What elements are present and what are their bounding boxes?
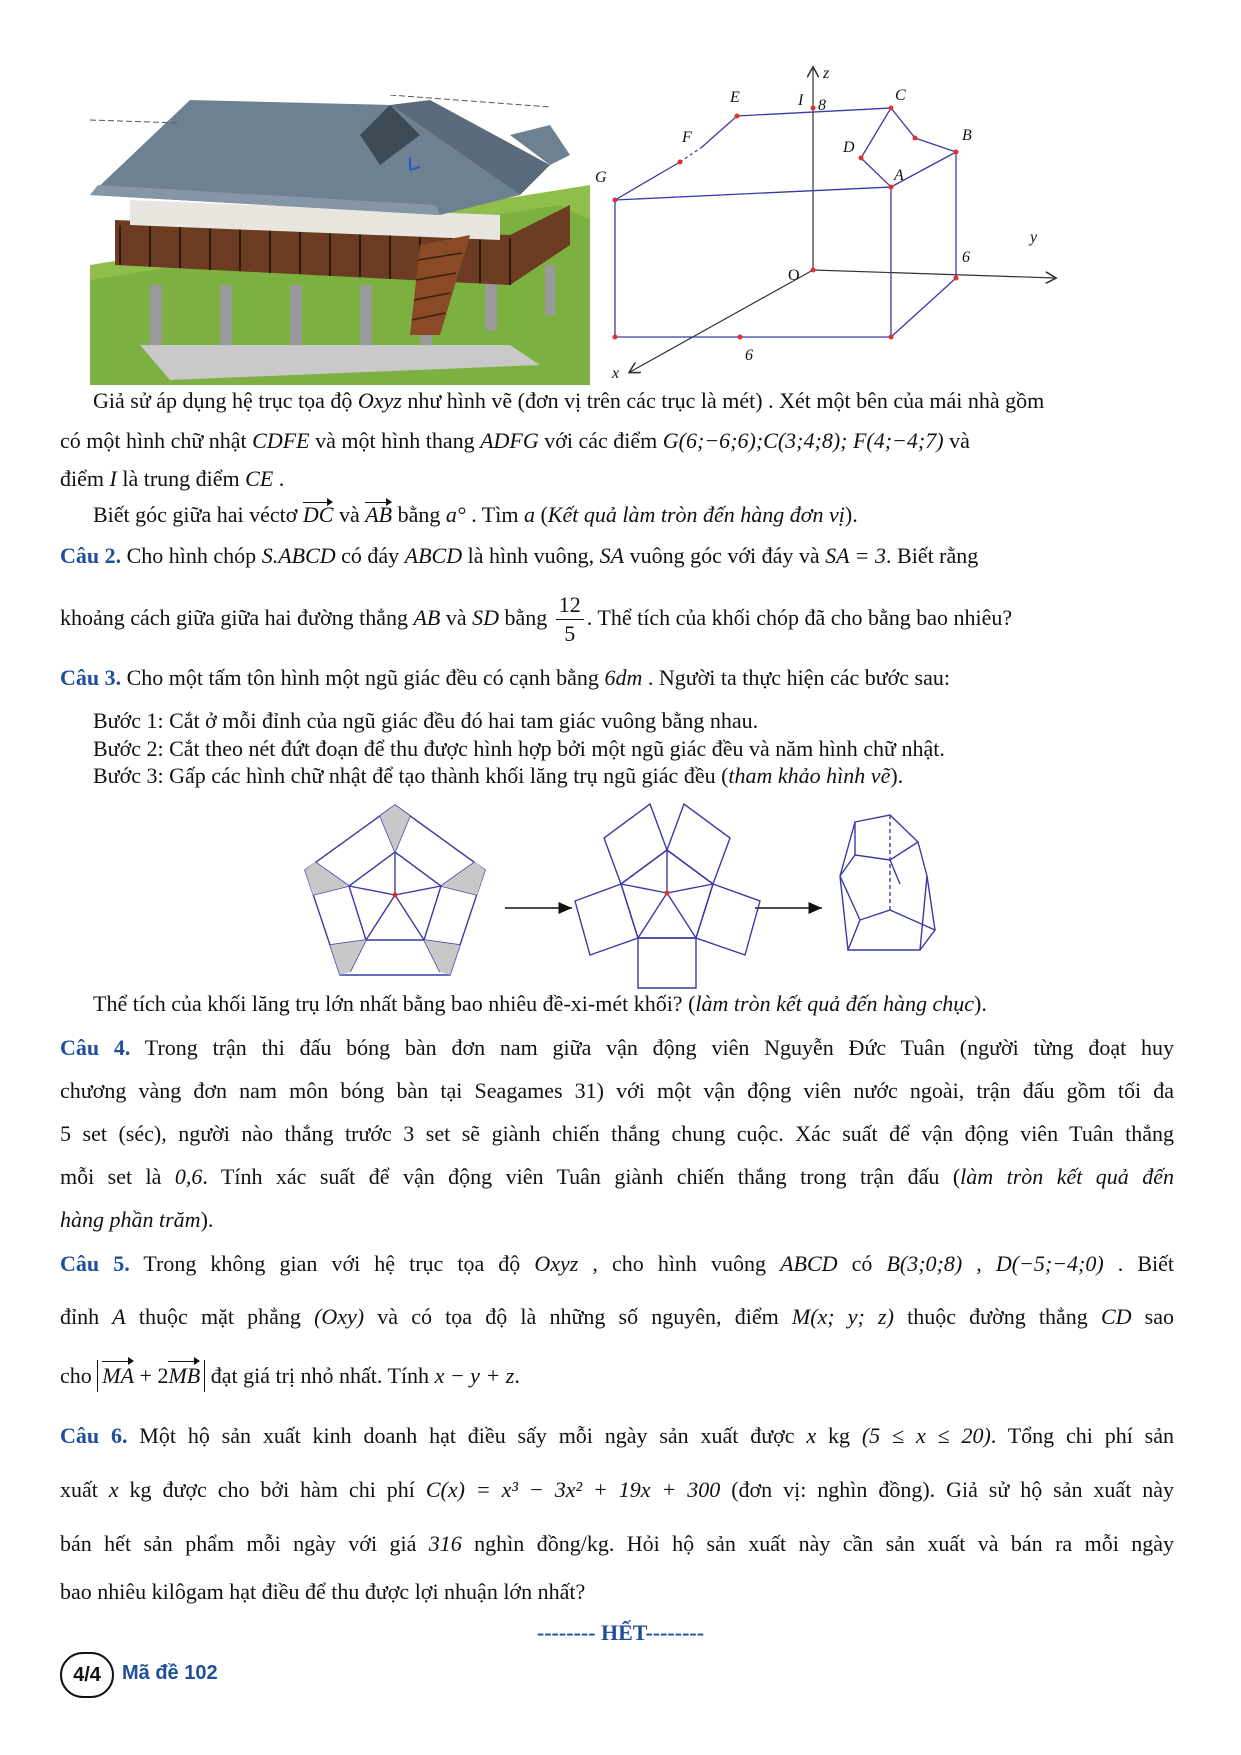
point-label-E: E [730, 89, 740, 106]
q4-line-5: hàng phần trăm). [60, 1207, 214, 1232]
point-label-B: B [962, 127, 972, 144]
q2-line-2: khoảng cách giữa giữa hai đường thẳng AB và SD bằng $\frac{12}{5}$ . Thể tích của khối chóp đã cho bằng bao nhiêu? [60, 592, 1013, 647]
q2-line-1: Câu 2. Cho hình chóp S.ABCD có đáy ABCD là hình vuông, SA vuông góc với đáy và SA = 3. Biết rằng [60, 543, 979, 568]
question-label: Câu 5. [60, 1251, 130, 1276]
q3-after-line: Thể tích của khối lăng trụ lớn nhất bằng bao nhiêu đề-xi-mét khối? (làm tròn kết quả đến hàng chục). [93, 991, 987, 1016]
q3-step-3: Bước 3: Gấp các hình chữ nhật để tạo thành khối lăng trụ ngũ giác đều (tham khảo hình vẽ). [93, 763, 904, 788]
q1-line-4: Biết góc giữa hai véctơ DC và AB bằng a° . Tìm a (Kết quả làm tròn đến hàng đơn vị). [93, 502, 858, 527]
x-axis [630, 270, 813, 372]
q4-line-1: Câu 4. Trong trận thi đấu bóng bàn đơn nam giữa vận động viên Nguyễn Đức Tuân (người từng đoạt huy [60, 1035, 1174, 1060]
vector-ab: AB [365, 502, 393, 527]
q1-line-2: có một hình chữ nhật CDFE và một hình thang ADFG với các điểm G(6;−6;6);C(3;4;8); F(4;−4;7) và [60, 428, 970, 453]
q6-line-2: xuất x kg được cho bởi hàm chi phí C(x) = x³ − 3x² + 19x + 300 (đơn vị: nghìn đồng). Giả sử hộ sản xuất này [60, 1477, 1175, 1502]
q4-line-2: chương vàng đơn nam môn bóng bàn tại Seagames 31) với một vận động viên nước ngoài, trận đấu gồm tối đa [60, 1078, 1174, 1103]
point-label-F: F [682, 129, 692, 146]
q6-line-1: Câu 6. Một hộ sản xuất kinh doanh hạt điều sấy mỗi ngày sản xuất được x kg (5 ≤ x ≤ 20). Tổng chi phí sản [60, 1423, 1174, 1448]
axis-label-z: z [823, 65, 830, 82]
page-number: 4/4 [60, 1652, 114, 1698]
vector-dc: DC [302, 502, 334, 527]
axis-label-x-bottom: x [612, 365, 620, 380]
axis-label-y: y [1030, 229, 1038, 246]
point-label-C: C [895, 87, 906, 104]
q3-step-1: Bước 1: Cắt ở mỗi đỉnh của ngũ giác đều đó hai tam giác vuông bằng nhau. [93, 708, 759, 733]
q1-line-3: điểm I là trung điểm CE . [60, 466, 285, 491]
point-label-G: G [595, 169, 607, 186]
q3-line-1: Câu 3. Cho một tấm tôn hình một ngũ giác đều có cạnh bằng 6dm . Người ta thực hiện các bước sau: [60, 665, 950, 690]
question-label: Câu 3. [60, 665, 122, 690]
pentagon-net [575, 804, 760, 988]
q4-line-3: 5 set (séc), người nào thắng trước 3 set sẽ giành chiến thắng chung cuộc. Xác suất để vận động viên Tuân thắng [60, 1121, 1174, 1146]
q4-line-4: mỗi set là 0,6. Tính xác suất để vận động viên Tuân giành chiến thắng trong trận đấu (làm tròn kết quả đến [60, 1164, 1174, 1189]
exam-code: Mã đề 102 [122, 1662, 218, 1684]
q5-line-1: Câu 5. Trong không gian với hệ trục tọa độ Oxyz , cho hình vuông ABCD có B(3;0;8) , D(−5;−4;0) . Biết [60, 1251, 1175, 1276]
q5-line-2: đỉnh A thuộc mặt phẳng (Oxy) và có tọa độ là những số nguyên, điểm M(x; y; z) thuộc đường thẳng CD sao [60, 1304, 1174, 1329]
pentagon-figure [300, 800, 980, 990]
end-mark: -------- HẾT-------- [536, 1620, 705, 1645]
q1-line-1: Giả sử áp dụng hệ trục tọa độ Oxyz như hình vẽ (đơn vị trên các trục là mét) . Xét một bên của mái nhà gồm [93, 388, 1045, 413]
question-label: Câu 2. [60, 543, 122, 568]
y-axis [813, 270, 1055, 278]
fraction: $\frac{12}{5}$ [556, 591, 584, 648]
point-label-I: I [798, 92, 804, 109]
q5-line-3: cho MA + 2MB đạt giá trị nhỏ nhất. Tính x − y + z. [60, 1359, 520, 1393]
origin-label: O [788, 267, 800, 284]
question-label: Câu 6. [60, 1423, 128, 1448]
question-label: Câu 4. [60, 1035, 131, 1060]
pentagonal-prism [840, 815, 935, 950]
coordinate-figure [590, 60, 1070, 380]
tick-label-z8: 8 [818, 97, 826, 114]
point-label-A: A [894, 167, 904, 184]
tick-label-x6: 6 [745, 347, 753, 364]
q6-line-3: bán hết sản phẩm mỗi ngày với giá 316 nghìn đồng/kg. Hỏi hộ sản xuất này cần sản xuất và bán ra mỗi ngày [60, 1531, 1174, 1556]
q6-line-4: bao nhiêu kilôgam hạt điều để thu được lợi nhuận lớn nhất? [60, 1579, 586, 1604]
vector-sum-magnitude: MA + 2MB [97, 1360, 205, 1392]
tick-label-y6: 6 [962, 249, 970, 266]
point-label-D: D [843, 139, 855, 156]
house-illustration [90, 95, 590, 385]
q3-step-2: Bước 2: Cắt theo nét đứt đoạn để thu được hình hợp bởi một ngũ giác đều và năm hình chữ nhật. [93, 736, 945, 761]
